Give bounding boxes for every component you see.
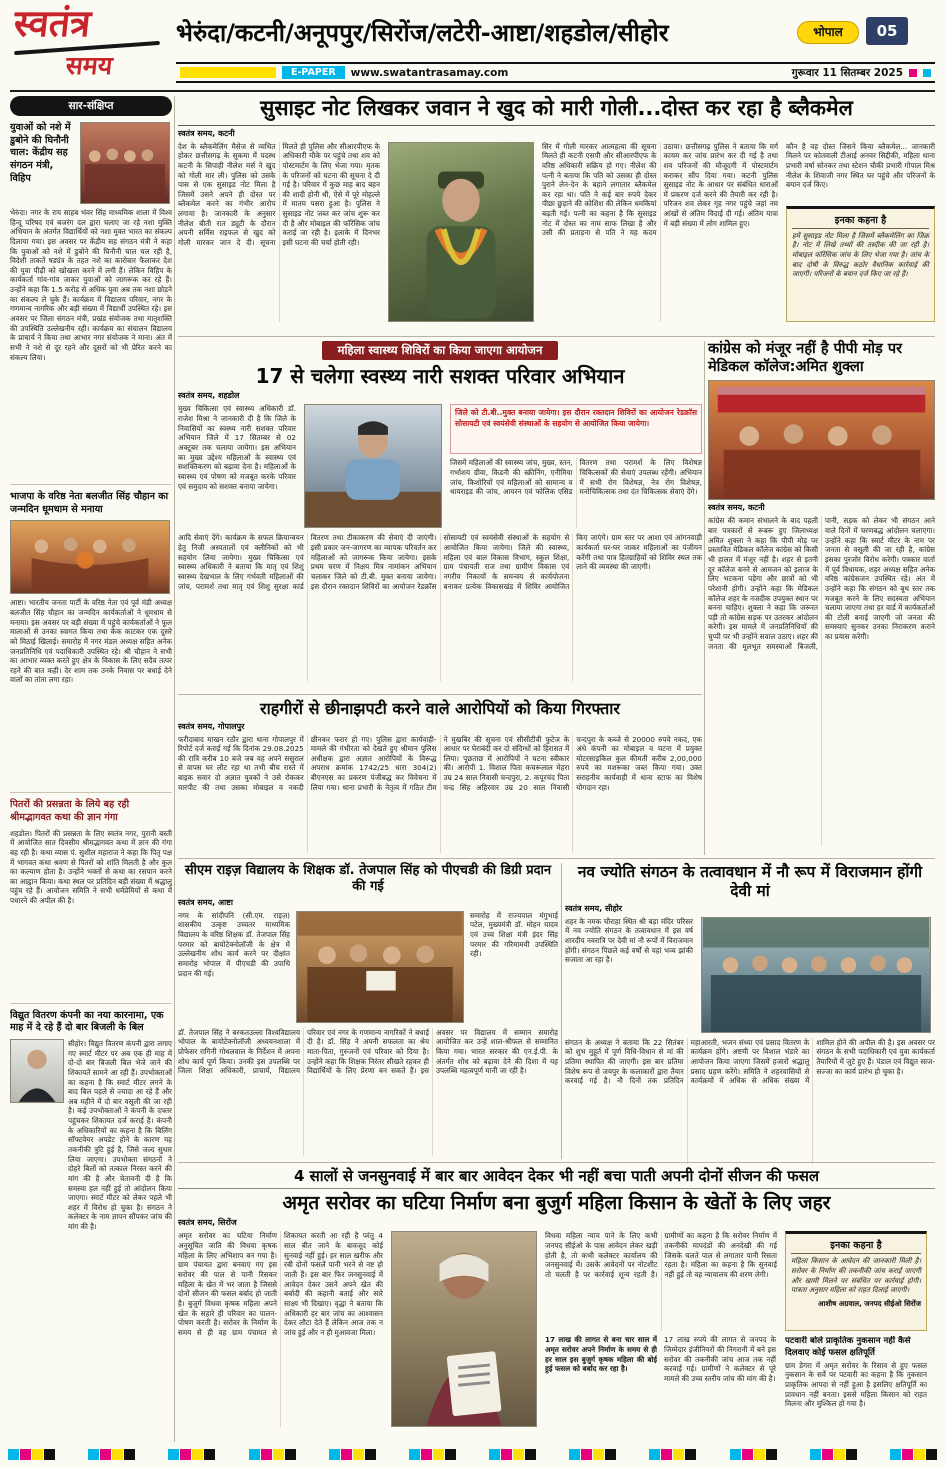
print-mark-chip — [365, 1449, 376, 1460]
registration-mark-cyan — [923, 69, 931, 77]
navjyoti-story — [565, 863, 935, 1159]
health-story-highlight: जिले को टी.बी..मुक्त बनाया जायेगा। इस दौरान रक्तदान शिविरों का आयोजन रेडक्रॉस सोसायटी एवं स्वयंसेवी संस्थाओं के सहयोग से आयोजित किया जायेगा। — [450, 404, 702, 454]
brief-article-vhp — [10, 122, 172, 478]
brief-article-power-bill — [10, 1010, 172, 1339]
print-mark-group — [890, 1449, 937, 1460]
print-mark-chip — [914, 1449, 925, 1460]
print-mark-chip — [409, 1449, 420, 1460]
health-officer-photo — [304, 404, 442, 528]
patwari-substory-headline: पटवारी बोले प्राकृतिक नुकसान नहीं कैसे दिलवाए कोई फसल क्षतिपूर्ति — [785, 1336, 911, 1358]
brief-body-power-bill: सीहोर। विद्युत वितरण कंपनी द्वारा लगाए गए स्मार्ट मीटर पर अब एक ही माह में दो-दो बार बिजली बिल भेजे जाने की शिकायतें सामने आ रही हैं। उपभोक्ताओं का कहना है कि स्मार्ट मीटर लगने के बाद बिल पहले से ज्यादा आ रहे हैं और अब महीने में दो बार वसूली की जा रही है। कई उपभोक्ताओं ने कंपनी के दफ्तर पहुंचकर शिकायत दर्ज कराई है। कंपनी के अधिकारियों का कहना है कि बिलिंग सॉफ्टवेयर अपडेट होने के कारण यह तकनीकी त्रुटि हुई है, जिसे जल्द सुधार लिया जाएगा। उपभोक्ता संगठनों ने दोहरे बिलों को तत्काल निरस्त करने की मांग की है और चेतावनी दी है कि समस्या हल नहीं हुई तो आंदोलन किया जाएगा। स्मार्ट मीटर को लेकर पहले भी शहर में विरोध हो चुका है। संगठन ने कलेक्टर के नाम ज्ञापन सौंपकर जांच की मांग की है। — [68, 1038, 172, 1232]
print-mark-chip — [569, 1449, 580, 1460]
divider — [10, 484, 172, 485]
print-mark-group — [810, 1449, 857, 1460]
brief-headline-vhp: युवाओं को नशे में डुबोने की घिनौनी चाल: केंद्रीय सह संगठन मंत्री, विहिप — [10, 122, 71, 184]
brief-article-katha — [10, 799, 172, 996]
phd-ceremony-photo — [296, 911, 464, 1023]
epaper-bar — [176, 62, 935, 83]
sidebar-briefs — [10, 96, 172, 1444]
print-mark-chip — [766, 1449, 777, 1460]
navjyoti-story-body: संगठन के अध्यक्ष ने बताया कि 22 सितंबर को शुभ मुहूर्त में पूर्ण विधि-विधान से मां की प्रतिमा स्थापित की जाएगी। इस बार प्रतिमा विशेष रूप से जयपुर के कलाकारों द्वारा तैयार करवाई गई है। नौ दिनों तक प्रतिदिन महाआरती, भजन संध्या एवं प्रसाद वितरण के कार्यक्रम होंगे। अष्टमी पर विशाल भंडारे का आयोजन किया जाएगा जिसमें हजारों श्रद्धालु प्रसाद ग्रहण करेंगे। समिति ने शहरवासियों से कार्यक्रमों में अधिक से अधिक संख्या में शामिल होने की अपील की है। इस अवसर पर संगठन के सभी पदाधिकारी एवं युवा कार्यकर्ता तैयारियों में जुटे हुए हैं। पंडाल एवं विद्युत साज-सज्जा का कार्य प्रारंभ हो चुका है। — [565, 1037, 935, 1086]
robbery-story-byline: स्वतंत्र समय, गोपालपुर — [178, 721, 245, 731]
sarovar-story-text-left: अमृत सरोवर का घटिया निर्माण अनुसूचित जाति की विधवा कृषक महिला के लिए अभिशाप बन गया है। ग्राम पंचायत द्वारा बनवाए गए इस सरोवर की पाल से पानी रिसकर महिला के खेत में भर जाता है जिससे दोनों सीजन की फसल बर्बाद हो जाती है। बुजुर्ग विधवा कृषक महिला अपने खेत के सहारे ही परिवार का पालन-पोषण करती है। सरोवर के निर्माण के समय से ही वह ग्राम पंचायत से शिकायत करती आ रही है परंतु 4 साल बीत जाने के बावजूद कोई सुनवाई नहीं हुई। हर साल खरीफ और रबी दोनों फसलें पानी भरने से नष्ट हो जाती हैं। इस बार फिर जनसुनवाई में आवेदन देकर उसने अपने खेत की बर्बादी की कहानी बताई और सारे साक्ष्य भी दिखाए। वृद्धा ने बताया कि अधिकारी हर बार जांच का आश्वासन देकर लौटा देते हैं लेकिन आज तक न जांच हुई और न ही मुआवजा मिला। — [178, 1231, 383, 1337]
sarovar-story-headline: अमृत सरोवर का घटिया निर्माण बना बुजुर्ग महिला किसान के खेतों के लिए जहर — [282, 1192, 831, 1215]
patwari-substory — [785, 1336, 927, 1427]
brief-headline-power-bill: विद्युत वितरण कंपनी का नया कारनामा, एक माह में दे रहे हैं दो बार बिजली के बिल — [10, 1009, 164, 1034]
brief-body-vhp: भेरुंदा। नगर के राय साहब भंवर सिंह माध्यमिक शाला में विश्व हिन्दू परिषद एवं बजरंग दल द्वारा चलाए जा रहे नशा मुक्ति अभियान के अंतर्गत विद्यार्थियों को नशा मुक्त भारत का संकल्प दिलाया गया। इस अवसर पर केंद्रीय सह संगठन मंत्री ने कहा कि युवाओं को नशे में डुबोने की घिनौनी चाल चल रही है, विदेशी ताकतें षड्यंत्र के तहत नशे का कारोबार फैलाकर देश की युवा पीढ़ी को खोखला करने में लगी हैं। लेकिन विहिप के कार्यकर्ता गांव-गांव जाकर युवाओं को जागरूक कर रहे हैं। उन्होंने कहा कि 1.5 करोड़ से अधिक युवा अब तक नशा छोड़ने का संकल्प ले चुके हैं। कार्यक्रम में विद्यालय परिवार, नगर के गणमान्य नागरिक और बड़ी संख्या में विद्यार्थी उपस्थित रहे। इस अवसर पर जिला संगठन मंत्री, प्रखंड संयोजक तथा मातृशक्ति की उपस्थिति उल्लेखनीय रही। कार्यक्रम का संचालन विद्यालय के प्राचार्य ने किया तथा आभार नगर संयोजक ने माना। अंत में सभी ने नशे से दूर रहने और दूसरों को भी प्रेरित करने का संकल्प लिया। — [10, 208, 172, 362]
top-story-byline: स्वतंत्र समय, कटनी — [178, 128, 235, 138]
print-mark-chip — [890, 1449, 901, 1460]
print-mark-chip — [168, 1449, 179, 1460]
print-mark-chip — [902, 1449, 913, 1460]
health-story-text-mid: जिसमें महिलाओं की स्वास्थ्य जांच, मुख्य, स्तन, गर्भाशय ग्रीवा, किडनी की स्क्रीनिंग, एनीमिया जांच, किशोरियों एवं महिलाओं को सामान्य व थायराइड की जांच, आयरन एवं फोलिक एसिड वितरण तथा परामर्श के लिए विशेषज्ञ चिकित्सकों की सेवाएं उपलब्ध रहेंगी। अभियान में सभी रोग विशेषज्ञ, नेत्र रोग विशेषज्ञ, मनोचिकित्सक तथा दंत चिकित्सक सेवाएं देंगे। — [450, 458, 702, 497]
quote-att: आशीष अग्रवाल, जनपद सीईओ सिरोंज — [818, 1299, 921, 1309]
print-mark-chip — [730, 1449, 741, 1460]
print-mark-chip — [261, 1449, 272, 1460]
briefs-section-title: सार-संक्षिप्त — [10, 96, 172, 116]
print-mark-chip — [88, 1449, 99, 1460]
brief-article-birthday — [10, 491, 172, 786]
phd-story-headline: सीएम राइज़ विद्यालय के शिक्षक डॉ. तेजपाल सिंह को पीएचडी की डिग्री प्रदान की गई — [184, 863, 552, 894]
masthead-line1: स्वतंत्र — [11, 2, 93, 45]
print-mark-chip — [20, 1449, 31, 1460]
print-mark-group — [8, 1449, 55, 1460]
quote-box-title: इनका कहना है — [791, 1238, 921, 1254]
brief-headline-katha: पितरों की प्रसन्नता के लिये बह रही श्रीमद्भागवत कथा की ज्ञान गंगा — [10, 799, 130, 823]
print-mark-chip — [513, 1449, 524, 1460]
top-story-quote-box — [786, 206, 935, 322]
official-portrait-photo — [10, 1039, 64, 1103]
health-campaign-story — [178, 341, 702, 689]
print-mark-chip — [249, 1449, 260, 1460]
print-mark-chip — [433, 1449, 444, 1460]
navjyoti-story-headline: नव ज्योति संगठन के तत्वावधान में नौ रूप में विराजमान होंगी देवी मां — [577, 863, 923, 900]
print-mark-group — [569, 1449, 616, 1460]
top-story-text-left: देश के ब्लैकमेलिंग मैसेज से व्यथित होकर छत्तीसगढ़ के सुकमा में पदस्थ कटनी के सिपाही नीलेश मर्स ने खुद को गोली मार ली। पुलिस को उसके पास से एक सुसाइड नोट मिला है जिसमें उसने अपने ही दोस्त पर ब्लैकमेल करने का गंभीर आरोप लगाया है। जानकारी के अनुसार नीलेश बीती रात ड्यूटी के दौरान अपनी सर्विस राइफल से खुद को गोली मारकर जान दे दी। सूचना मिलते ही पुलिस और सीआरपीएफ के अधिकारी मौके पर पहुंचे तथा शव को पोस्टमार्टम के लिए भेजा गया। मृतक के परिजनों को घटना की सूचना दे दी गई है। परिवार में कुछ माह बाद बहन की शादी होनी थी, ऐसे में पूरे मोहल्ले में मातम पसरा हुआ है। पुलिस ने सुसाइड नोट जब्त कर जांच शुरू कर दी है और मोबाइल की फॉरेंसिक जांच कराई जा रही है। इलाके में दिनभर इसी घटना की चर्चा होती रही। — [178, 141, 380, 248]
print-mark-group — [409, 1449, 456, 1460]
top-story-right-rail — [786, 142, 935, 322]
soldier-photo — [388, 142, 534, 322]
header-rule — [10, 90, 935, 92]
divider — [178, 336, 935, 337]
print-mark-chip — [742, 1449, 753, 1460]
cities-headline: भेरुंदा/कटनी/अनूपपुर/सिरोंज/लटेरी-आष्टा/शहडोल/सीहोर — [176, 19, 669, 47]
congress-story-headline: कांग्रेस को मंजूर नहीं है पीपी मोड़ पर मेडिकल कॉलेज:अमित शुक्ला — [708, 341, 902, 375]
quote-box-title: इनका कहना है — [792, 213, 929, 229]
print-mark-chip — [661, 1449, 672, 1460]
print-mark-chip — [341, 1449, 352, 1460]
print-mark-chip — [685, 1449, 696, 1460]
brief-body-wrap — [10, 1039, 172, 1339]
top-story-text-right: कौन है वह दोस्त जिसने किया ब्लैकमेल... जानकारी मिलने पर कोतवाली टीआई अनवर सिद्दीकी, महिला थाना प्रभारी वर्षा सोनकर तथा स्टेशन चौकी प्रभारी गोपाल मिश्र नीलेश के शिवाजी नगर स्थित घर पहुंचे और परिजनों के बयान दर्ज किए। — [786, 141, 935, 190]
robbery-story-headline: राहगीरों से छीनाझपटी करने वाले आरोपियों को किया गिरफ्तार — [260, 699, 620, 718]
print-marks-bar — [8, 1448, 937, 1460]
birthday-celebration-photo — [10, 520, 170, 594]
divider — [704, 341, 705, 855]
epaper-yellow-strip — [180, 67, 276, 78]
page-header — [0, 0, 945, 90]
edition-date: गुरूवार 11 सितम्बर 2025 — [791, 66, 903, 79]
health-story-intro: मुख्य चिकित्सा एवं स्वास्थ्य अधिकारी डॉ. राजेश मिश्रा ने जानकारी दी है कि जिले के निवासियों का स्वस्थ्य नारी सशक्त परिवार अभियान जिले में 17 सितम्बर से 02 अक्टूबर तक चलाया जायेगा। इस अभियान का मुख्य उद्देश्य महिलाओं के स्वास्थ्य एवं सशक्तिकरण को बढ़ावा देना है। महिलाओं के स्वास्थ्य एवं पोषण को मजबूत करके परिवार एवं समुदाय को सशक्त बनाया जायेगा। — [178, 404, 296, 491]
print-mark-chip — [329, 1449, 340, 1460]
print-mark-chip — [32, 1449, 43, 1460]
print-mark-chip — [489, 1449, 500, 1460]
quote-box-text: हमें सुसाइड नोट मिला है जिसमें ब्लैकमेलिंग का जिक्र है। नोट में लिखे तथ्यों की तस्दीक की जा रही है। मोबाइल फॉरेंसिक जांच के लिए भेजा गया है। जांच के बाद दोषी के विरुद्ध कठोर वैधानिक कार्रवाई की जाएगी। परिजनों के बयान दर्ज किए जा रहे हैं। — [792, 231, 929, 279]
print-mark-chip — [673, 1449, 684, 1460]
congress-story-body: कांग्रेस की कमान संभालने के बाद पहली बार पत्रकारों से रूबरू हुए जिलाध्यक्ष अमित शुक्ला ने कहा कि पीपी मोड़ पर प्रस्तावित मेडिकल कॉलेज कांग्रेस को किसी भी हालत में मंजूर नहीं है। शहर से इतनी दूर कॉलेज बनने से आमजन को इलाज के लिए भटकना पड़ेगा और छात्रों को भी परेशानी होगी। उन्होंने कहा कि मेडिकल कॉलेज शहर के नजदीक उपयुक्त स्थान पर बनना चाहिए। शुक्ला ने कहा कि जरूरत पड़ी तो कांग्रेस सड़क पर उतरकर आंदोलन करेगी। इस मामले में जनप्रतिनिधियों की चुप्पी पर भी उन्होंने सवाल उठाए। शहर की जनता की मूलभूत समस्याओं बिजली, पानी, सड़क को लेकर भी संगठन आने वाले दिनों में चरणबद्ध आंदोलन चलाएगा। उन्होंने कहा कि स्मार्ट मीटर के नाम पर जनता से वसूली की जा रही है, कांग्रेस इसका पुरजोर विरोध करेगी। पत्रकार वार्ता में पूर्व विधायक, शहर अध्यक्ष सहित अनेक वरिष्ठ कांग्रेसजन उपस्थित रहे। अंत में उन्होंने कहा कि संगठन को बूथ स्तर तक मजबूत करने के लिए सदस्यता अभियान चलाया जाएगा तथा हर वार्ड में कार्यकर्ताओं की टोली बनाई जाएगी जो जनता की समस्याएं सुनकर उनका निराकरण कराने का प्रयास करेगी। — [708, 516, 935, 651]
divider — [178, 1162, 935, 1163]
sarovar-story-mid-col — [545, 1231, 777, 1427]
sarovar-story-bold-highlight: 17 लाख की लागत से बना चार साल में अमृत सरोवर अपने निर्माण के समय से ही हर साल इस बुजुर्ग कृषक महिला की बोई हुई फसल को बर्बाद कर रहा है। — [545, 1335, 657, 1374]
sarovar-story-text-mid: विधवा महिला न्याय पाने के लिए कभी जनपद सीईओ के पास आवेदन लेकर खड़ी होती है, तो कभी कलेक्टर कार्यालय की जनसुनवाई में। उसके आवेदनों पर नोटशीट तो चलती है पर कार्रवाई शून्य रहती है। ग्रामीणों का कहना है कि सरोवर निर्माण में तकनीकी मापदंडों की अनदेखी की गई जिसके चलते पाल से लगातार पानी रिसता रहता है। महिला का कहना है कि सुनवाई नहीं हुई तो वह न्यायालय की शरण लेगी। — [545, 1231, 777, 1280]
print-mark-group — [489, 1449, 536, 1460]
print-mark-chip — [180, 1449, 191, 1460]
health-story-right-col — [450, 404, 702, 528]
page-number: 05 — [866, 17, 908, 45]
divider — [561, 863, 562, 1159]
edition-badge: भोपाल — [797, 21, 859, 44]
print-mark-chip — [285, 1449, 296, 1460]
sarovar-quote-box — [785, 1231, 927, 1331]
print-mark-chip — [445, 1449, 456, 1460]
masthead-line2: समय — [64, 50, 114, 80]
sarovar-story-kicker: 4 सालों से जनसुनवाई में बार बार आवेदन देकर भी नहीं बचा पाती अपनी दोनों सीजन की फसल — [178, 1167, 935, 1189]
patwari-substory-body: ग्राम डेगरा में अमृत सरोवर के रिसाव से हुए फसल नुकसान के सर्वे पर पटवारी का कहना है कि नुकसान प्राकृतिक आपदा से नहीं हुआ है इसलिए क्षतिपूर्ति का प्रावधान नहीं बनता। इससे महिला किसान को राहत मिलना और मुश्किल हो गया है। — [785, 1360, 927, 1409]
divider — [10, 1003, 172, 1004]
print-mark-chip — [273, 1449, 284, 1460]
robbery-story-body: फरीदाबाद माखन रठौर द्वारा थाना गोपालपुर में रिपोर्ट दर्ज कराई गई कि दिनांक 29.08.2025 की रात्रि करीब 10 बजे जब वह अपने ससुराल से वापस घर लौट रहा था तभी बीच रास्ते में बाइक सवार दो अज्ञात युवकों ने उसे रोककर मारपीट की तथा उसका मोबाइल व नकदी छीनकर फरार हो गए। पुलिस द्वारा कार्यवाही- मामले की गंभीरता को देखते हुए श्रीमान पुलिस अधीक्षक द्वारा अज्ञात आरोपियों के विरूद्ध अपराध क्रमांक 1742/25 धारा 304(2) बीएनएस का प्रकरण पंजीबद्ध कर विवेचना में लिया गया। थाना प्रभारी के नेतृत्व में गठित टीम ने मुखबिर की सूचना एवं सीसीटीवी फुटेज के आधार पर घेराबंदी कर दो संदिग्धों को हिरासत में लिया। पूछताछ में आरोपियों ने घटना स्वीकार की। आरोपी 1. विशाल पिता कचरूलाल मेहरा उम्र 24 साल निवासी चन्दपुरा, 2. कपूरचंद पिता चन्द्र सिंह अहिरवार उम्र 20 साल निवासी चन्दपुरा के कब्जे से 20000 रुपये नकद, एक अंधे कंपनी का मोबाइल व घटना में प्रयुक्त मोटरसाइकिल कुल कीमती करीब 2,00,000 रुपये का मशरूका जब्त किया गया। उक्त सराहनीय कार्यवाही में थाना स्टाफ का विशेष योगदान रहा। — [178, 734, 702, 792]
phd-story-text-left: नगर के सांदीपनि (सी.एम. राइज़) शासकीय उत्कृष्ट उच्चतर माध्यमिक विद्यालय के वरिष्ठ शिक्षक डॉ. तेजपाल सिंह परमार को बायोटेक्नोलॉजी के क्षेत्र में उल्लेखनीय शोध कार्य करने पर दीक्षांत समारोह भोपाल में पीएचडी की उपाधि प्रदान की गई। — [178, 910, 290, 978]
top-story-text-mid: सिर में गोली मारकर आत्महत्या की सूचना मिलते ही कटनी एसपी और सीआरपीएफ के वरिष्ठ अधिकारी सक्रिय हो गए। नीलेश की पत्नी ने बताया कि पति को उसका ही दोस्त पुराने लेन-देन के बहाने लगातार ब्लैकमेल कर रहा था। पति ने कई बार रुपये देकर पीछा छुड़ाने की कोशिश की लेकिन धमकियां बढ़ती गईं। पत्नी का कहना है कि सुसाइड नोट में दोस्त का नाम साफ लिखा है और उसी की प्रताड़ना से पति ने यह कदम उठाया। छत्तीसगढ़ पुलिस ने बताया कि मर्ग कायम कर जांच प्रारंभ कर दी गई है तथा शव परिजनों की मौजूदगी में पोस्टमार्टम कराकर सौंप दिया गया। कटनी पुलिस सुसाइड नोट के आधार पर संबंधित धाराओं में प्रकरण दर्ज करने की तैयारी कर रही है। परिजन शव लेकर गृह नगर पहुंचे जहां नम आंखों से अंतिम विदाई दी गई। अंतिम यात्रा में बड़ी संख्या में लोग शामिल हुए। — [542, 141, 778, 238]
print-mark-chip — [605, 1449, 616, 1460]
print-mark-chip — [525, 1449, 536, 1460]
phd-story-text-right: समारोह में राज्यपाल मंगुभाई पटेल, मुख्यमंत्री डॉ. मोहन यादव एवं उच्च शिक्षा मंत्री इंदर सिंह परमार की गरिमामयी उपस्थिति रही। — [470, 910, 558, 959]
print-mark-chip — [834, 1449, 845, 1460]
print-mark-chip — [8, 1449, 19, 1460]
health-story-kicker: महिला स्वास्थ्य शिविरों का किया जाएगा आयोजन — [322, 341, 559, 360]
print-mark-chip — [501, 1449, 512, 1460]
quote-box-text: महिला किसान के आवेदन की जानकारी मिली है। सरोवर के निर्माण की तकनीकी जांच कराई जाएगी और खामी मिलने पर संबंधित पर कार्रवाई होगी। पात्रता अनुसार महिला को राहत दिलाई जाएगी। — [791, 1257, 921, 1295]
health-story-byline: स्वतंत्र समय, शहडोल — [178, 391, 240, 401]
print-mark-group — [168, 1449, 215, 1460]
phd-story-byline: स्वतंत्र समय, आष्टा — [178, 897, 233, 907]
phd-story-text-bottom: डॉ. तेजपाल सिंह ने बरकतउल्ला विश्वविद्यालय भोपाल के बायोटेक्नोलॉजी अध्ययनशाला में प्रोफेसर रागिनी गोथलवाल के निर्देशन में अपना शोध कार्य पूर्ण किया। उनकी इस उपलब्धि पर जिला शिक्षा अधिकारी, प्राचार्य, विद्यालय परिवार एवं नगर के गणमान्य नागरिकों ने बधाई दी है। डॉ. सिंह ने अपनी सफलता का श्रेय माता-पिता, गुरुजनों एवं परिवार को दिया है। उन्होंने कहा कि शिक्षक निरंतर सीखते रहकर ही विद्यार्थियों के लिए प्रेरणा बन सकते हैं। इस अवसर पर विद्यालय में सम्मान समारोह आयोजित कर उन्हें शाल-श्रीफल से सम्मानित किया गया। भारत सरकार की एन.ई.पी. के अंतर्गत शोध को बढ़ावा देने की दिशा में यह उपलब्धि महत्वपूर्ण मानी जा रही है। — [178, 1027, 558, 1076]
print-mark-chip — [846, 1449, 857, 1460]
print-mark-chip — [192, 1449, 203, 1460]
print-mark-group — [649, 1449, 696, 1460]
print-mark-group — [730, 1449, 777, 1460]
brief-body-katha: शहडोल। पितरों की प्रसन्नता के लिए स्वतंत्र नगर, पुरानी बस्ती में आयोजित सात दिवसीय श्रीमद्भागवत कथा में ज्ञान की गंगा बह रही है। कथा व्यास पं. सुशील महाराज ने कहा कि पितृ पक्ष में भागवत कथा श्रवण से पितरों को शांति मिलती है और कुल का कल्याण होता है। उन्होंने भक्तों से कथा का रसपान करने का आह्वान किया। कथा स्थल पर प्रतिदिन बड़ी संख्या में श्रद्धालु पहुंच रहे हैं। आयोजन समिति ने सभी धर्मप्रेमियों से कथा में पधारने की अपील की है। — [10, 828, 172, 906]
navjyoti-story-byline: स्वतंत्र समय, सीहोर — [565, 903, 623, 913]
print-mark-chip — [593, 1449, 604, 1460]
sarovar-story-text-mid2: 17 लाख रुपये की लागत से जनपद के जिम्मेदार इंजीनियरों की निगरानी में बने इस सरोवर की तकनीकी जांच आज तक नहीं करवाई गई। ग्रामीणों ने कलेक्टर से पूरे मामले की उच्च स्तरीय जांच की मांग की है। — [664, 1335, 776, 1384]
robbery-arrest-story — [178, 699, 702, 855]
divider — [10, 792, 172, 793]
print-mark-chip — [44, 1449, 55, 1460]
print-mark-group — [88, 1449, 135, 1460]
sarovar-story-byline: स्वतंत्र समय, सिरोंज — [178, 1218, 237, 1228]
navjyoti-group-photo — [701, 917, 931, 1033]
congress-story — [708, 341, 935, 855]
print-mark-chip — [926, 1449, 937, 1460]
print-mark-chip — [204, 1449, 215, 1460]
divider — [178, 125, 935, 126]
epaper-label: E-PAPER — [282, 66, 345, 79]
print-mark-chip — [100, 1449, 111, 1460]
masthead-logo — [11, 2, 166, 85]
divider — [178, 694, 702, 695]
vhp-event-photo — [80, 122, 170, 204]
print-mark-chip — [810, 1449, 821, 1460]
amrit-sarovar-story — [178, 1167, 935, 1439]
phd-award-story — [178, 863, 558, 1159]
top-story-headline: सुसाइट नोट लिखकर जवान ने खुद को मारी गोली...दोस्त कर रहा है ब्लैकमेल — [260, 96, 853, 120]
congress-story-byline: स्वतंत्र समय, कटनी — [708, 503, 765, 513]
print-mark-group — [249, 1449, 296, 1460]
print-mark-chip — [581, 1449, 592, 1460]
print-mark-chip — [649, 1449, 660, 1460]
health-story-text-bottom: आदि सेवाएं देंगे। कार्यक्रम के सफल क्रियान्वयन हेतु निजी अस्पतालों एवं क्लीनिकों को भी सहयोग लिया जायेगा। मुख्य चिकित्सा एवं स्वास्थ्य अधिकारी ने बताया कि मातृ एवं शिशु स्वास्थ्य देखभाल के लिए गर्भवती महिलाओं की जांच, परामर्श तथा मातृ एवं शिशु सुरक्षा कार्ड वितरण तथा टीकाकरण की सेवाएं दी जाएंगी। इसी प्रकार जन-जागरण का व्यापक परिवर्तन कर महिलाओं को जागरूक किया जायेगा। इसके प्रथम चरण में निक्षय मित्र नामांकन अभियान चलाकर जिले को टी.बी. मुक्त बनाया जायेगा। इस दौरान रक्तदान शिविरों का आयोजन रेडक्रॉस सोसायटी एवं स्वयंसेवी संस्थाओं के सहयोग से आयोजित किया जायेगा। जिले की स्वास्थ्य, महिला एवं बाल विकास विभाग, स्कूल शिक्षा, ग्राम पंचायती राज तथा ग्रामीण विकास एवं नगरीय निकायों के समन्वय से कार्ययोजना बनाकर प्रत्येक विकासखंड में शिविर आयोजित किए जाएंगे। ग्राम स्तर पर आशा एवं आंगनवाड़ी कार्यकर्ता घर-घर जाकर महिलाओं का पंजीयन करेंगी तथा पात्र हितग्राहियों को शिविर स्थल तक लाने की व्यवस्था की जाएगी। — [178, 533, 702, 591]
print-mark-chip — [822, 1449, 833, 1460]
print-mark-chip — [754, 1449, 765, 1460]
sarovar-story-right-rail — [785, 1231, 927, 1427]
print-mark-group — [329, 1449, 376, 1460]
website-url: www.swatantrasamay.com — [350, 66, 509, 79]
navjyoti-story-intro: शहर के नमक चौराहा स्थित श्री बड़ा मंदिर परिसर में नव ज्योति संगठन के तत्वावधान में इस वर्ष शारदीय नवरात्रि पर देवी मां नौ रूपों में विराजमान होंगी। संगठन पिछले कई वर्षों से यहां भव्य झांकी सजाता आ रहा है। — [565, 916, 693, 965]
divider — [174, 96, 175, 1442]
elderly-woman-photo — [391, 1231, 537, 1427]
print-mark-chip — [421, 1449, 432, 1460]
brief-headline-birthday: भाजपा के वरिष्ठ नेता बलजीत सिंह चौहान का जन्मदिन धूमधाम से मनाया — [10, 491, 169, 515]
divider — [178, 858, 935, 859]
brief-body-birthday: आष्टा। भारतीय जनता पार्टी के वरिष्ठ नेता एवं पूर्व मंडी अध्यक्ष बलजीत सिंह चौहान का जन्मदिन कार्यकर्ताओं ने धूमधाम से मनाया। इस अवसर पर बड़ी संख्या में पहुंचे कार्यकर्ताओं ने फूल मालाओं से उनका स्वागत किया तथा केक काटकर एक दूसरे को मिठाई खिलाई। समारोह में नगर मंडल अध्यक्ष सहित अनेक जनप्रतिनिधि एवं पदाधिकारी उपस्थित रहे। श्री चौहान ने सभी का आभार व्यक्त करते हुए क्षेत्र के विकास के लिए सदैव तत्पर रहने की बात कही। देर शाम तक उनके निवास पर बधाई देने वालों का तांता लगा रहा। — [10, 598, 172, 685]
top-story — [178, 96, 935, 332]
print-mark-chip — [124, 1449, 135, 1460]
health-story-headline: 17 से चलेगा स्वस्थ्य नारी सशक्त परिवार अभियान — [255, 364, 625, 388]
print-mark-chip — [353, 1449, 364, 1460]
print-mark-chip — [112, 1449, 123, 1460]
registration-mark-magenta — [909, 69, 917, 77]
congress-press-photo — [708, 380, 935, 500]
